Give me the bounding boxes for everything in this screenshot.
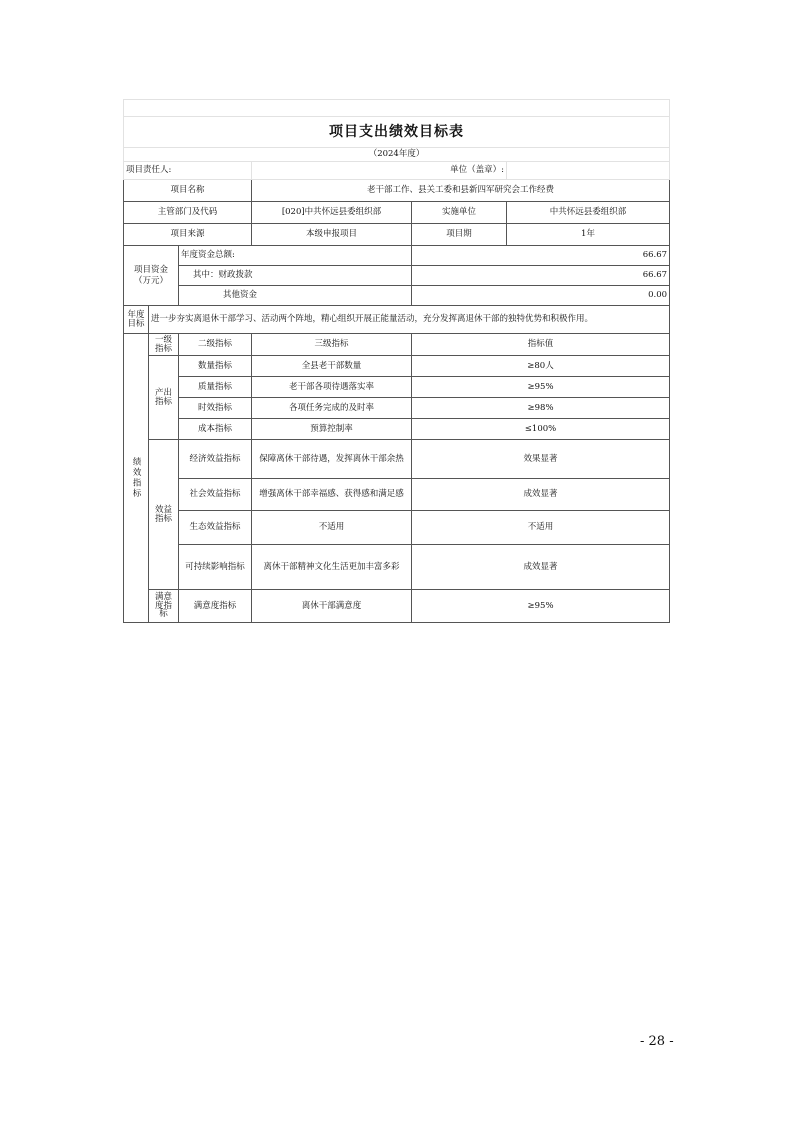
satisfaction-value: ≥95%: [412, 590, 670, 623]
benefit-value: 成效显著: [412, 479, 670, 511]
project-name-value: 老干部工作、县关工委和县新四军研究会工作经费: [252, 180, 670, 202]
output-l2: 时效指标: [179, 398, 252, 419]
impl-unit-label: 实施单位: [412, 202, 507, 224]
benefit-l2: 生态效益指标: [179, 511, 252, 545]
annual-goal-label: 年度目标: [124, 306, 149, 334]
benefit-l3: 离休干部精神文化生活更加丰富多彩: [252, 545, 412, 590]
period-label: 项目期: [412, 224, 507, 246]
satisfaction-l3: 离休干部满意度: [252, 590, 412, 623]
output-l3: 老干部各项待遇落实率: [252, 377, 412, 398]
dept-label: 主管部门及代码: [124, 202, 252, 224]
responsible-label: 项目责任人:: [124, 162, 252, 180]
output-l2: 质量指标: [179, 377, 252, 398]
perf-h3: 三级指标: [252, 334, 412, 356]
output-l2: 成本指标: [179, 419, 252, 440]
funds-other-label: 其他资金: [179, 286, 412, 306]
fiscal-year: （2024年度）: [124, 148, 670, 162]
output-value: ≥80人: [412, 356, 670, 377]
annual-goal-text: 进一步夯实离退休干部学习、活动两个阵地，精心组织开展正能量活动，充分发挥离退休干部的独特优势和积极作用。: [149, 306, 670, 334]
output-value: ≤100%: [412, 419, 670, 440]
page-number: - 28 -: [640, 1034, 674, 1049]
unit-seal-label: 单位（盖章）:: [252, 162, 507, 180]
page-title: 项目支出绩效目标表: [124, 117, 670, 148]
perf-h1: 一级指标: [149, 334, 179, 356]
project-name-label: 项目名称: [124, 180, 252, 202]
benefit-value: 成效显著: [412, 545, 670, 590]
perf-indicators-label: 绩效指标: [124, 334, 149, 623]
source-value: 本级申报项目: [252, 224, 412, 246]
benefit-l2: 经济效益指标: [179, 440, 252, 479]
dept-value: [020]中共怀远县委组织部: [252, 202, 412, 224]
output-value: ≥95%: [412, 377, 670, 398]
satisfaction-l2: 满意度指标: [179, 590, 252, 623]
output-l2: 数量指标: [179, 356, 252, 377]
funds-fiscal-label: 其中：财政拨款: [179, 266, 412, 286]
satisfaction-indicators-label: 满意度指标: [149, 590, 179, 623]
perf-hv: 指标值: [412, 334, 670, 356]
impl-unit-value: 中共怀远县委组织部: [507, 202, 670, 224]
benefit-indicators-label: 效益指标: [149, 440, 179, 590]
output-value: ≥98%: [412, 398, 670, 419]
funds-label: 项目资金（万元）: [124, 246, 179, 306]
output-l3: 预算控制率: [252, 419, 412, 440]
benefit-l2: 可持续影响指标: [179, 545, 252, 590]
funds-total-label: 年度资金总额:: [179, 246, 412, 266]
benefit-l2: 社会效益指标: [179, 479, 252, 511]
benefit-l3: 增强离休干部幸福感、获得感和满足感: [252, 479, 412, 511]
benefit-l3: 保障离休干部待遇，发挥离休干部余热: [252, 440, 412, 479]
funds-fiscal-value: 66.67: [412, 266, 670, 286]
period-value: 1年: [507, 224, 670, 246]
output-l3: 全县老干部数量: [252, 356, 412, 377]
benefit-value: 不适用: [412, 511, 670, 545]
perf-h2: 二级指标: [179, 334, 252, 356]
output-l3: 各项任务完成的及时率: [252, 398, 412, 419]
benefit-l3: 不适用: [252, 511, 412, 545]
performance-goal-sheet: [123, 99, 669, 623]
funds-total-value: 66.67: [412, 246, 670, 266]
funds-other-value: 0.00: [412, 286, 670, 306]
output-indicators-label: 产出指标: [149, 356, 179, 440]
benefit-value: 效果显著: [412, 440, 670, 479]
source-label: 项目来源: [124, 224, 252, 246]
